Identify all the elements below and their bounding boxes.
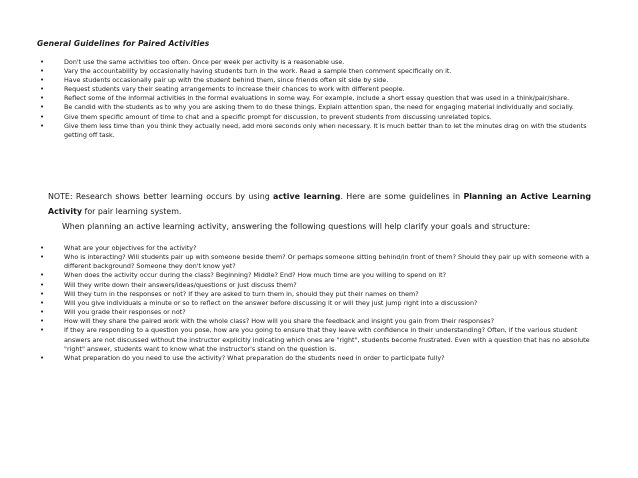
list-item: • Will you grade their responses or not? <box>40 308 592 317</box>
list-item: • Vary the accountability by occasionally having students turn in the work. Read a sample then comment specifically on it. <box>40 67 592 76</box>
questions-list <box>40 244 592 363</box>
note-suffix: for pair learning system. <box>82 207 182 216</box>
list-item: • When does the activity occur during the class? Beginning? Middle? End? How much time are you willing to spend on it? <box>40 271 592 280</box>
list-item: • How will they share the paired work with the whole class? How will you share the feedback and insight you gain from their responses? <box>40 317 592 326</box>
list-item: • What preparation do you need to use the activity? What preparation do the students need in order to participate fully? <box>40 354 592 363</box>
note-paragraph <box>48 189 591 219</box>
list-item: • Give them less time than you think they actually need, add more seconds only when necessary. It is much better than to let the minutes drag on with the students getting off task. <box>40 122 592 140</box>
note-bold-active-learning: active learning <box>273 192 341 201</box>
list-item: • Will they write down their answers/ideas/questions or just discuss them? <box>40 281 592 290</box>
section-title: General Guidelines for Paired Activities <box>37 39 210 48</box>
list-item: • Who is interacting? Will students pair up with someone beside them? Or perhaps someone sitting behind/in front of them? Should they pair up with someone with a different background? Someone they don't know yet? <box>40 253 592 271</box>
note-bold-planning: Planning an Active Learning Activity <box>48 192 592 216</box>
note-middle: . Here are some guidelines in <box>340 192 464 201</box>
list-item: • Will you give individuals a minute or so to reflect on the answer before discussing it or will they just jump right into a discussion? <box>40 299 592 308</box>
list-item: • What are your objectives for the activity? <box>40 244 592 253</box>
list-item: • Don't use the same activities too often. Once per week per activity is a reasonable use. <box>40 58 592 67</box>
list-item: • Give them specific amount of time to chat and a specific prompt for discussion, to prevent students from discussing unrelated topics. <box>40 113 592 122</box>
guidelines-list <box>40 58 592 140</box>
note-prefix: NOTE: Research shows better learning occurs by using <box>48 192 274 201</box>
list-item: • Request students vary their seating arrangements to increase their chances to work with different people. <box>40 85 592 94</box>
list-item: • Will they turn in the responses or not? If they are asked to turn them in, should they put their names on them? <box>40 290 592 299</box>
list-item: • Reflect some of the informal activities in the formal evaluations in some way. For example, include a short essay question that was used in a think/pair/share. <box>40 94 592 103</box>
list-item: • Be candid with the students as to why you are asking them to do these things. Explain attention span, the need for engaging material individually and socially. <box>40 103 592 112</box>
list-item: • Have students occasionally pair up with the student behind them, since friends often sit side by side. <box>40 76 592 85</box>
planning-intro: When planning an active learning activity, answering the following questions will help clarify your goals and structure: <box>62 222 531 231</box>
list-item: • If they are responding to a question you pose, how are you going to ensure that they leave with confidence in their understanding? Often, if the various student answers are not discussed without the instructor explicitly indicating which ones are "right", students become frustrated. Even with a question that has no absolute "right" answer, students want to know what the instructor's stand on the question is. <box>40 326 592 353</box>
